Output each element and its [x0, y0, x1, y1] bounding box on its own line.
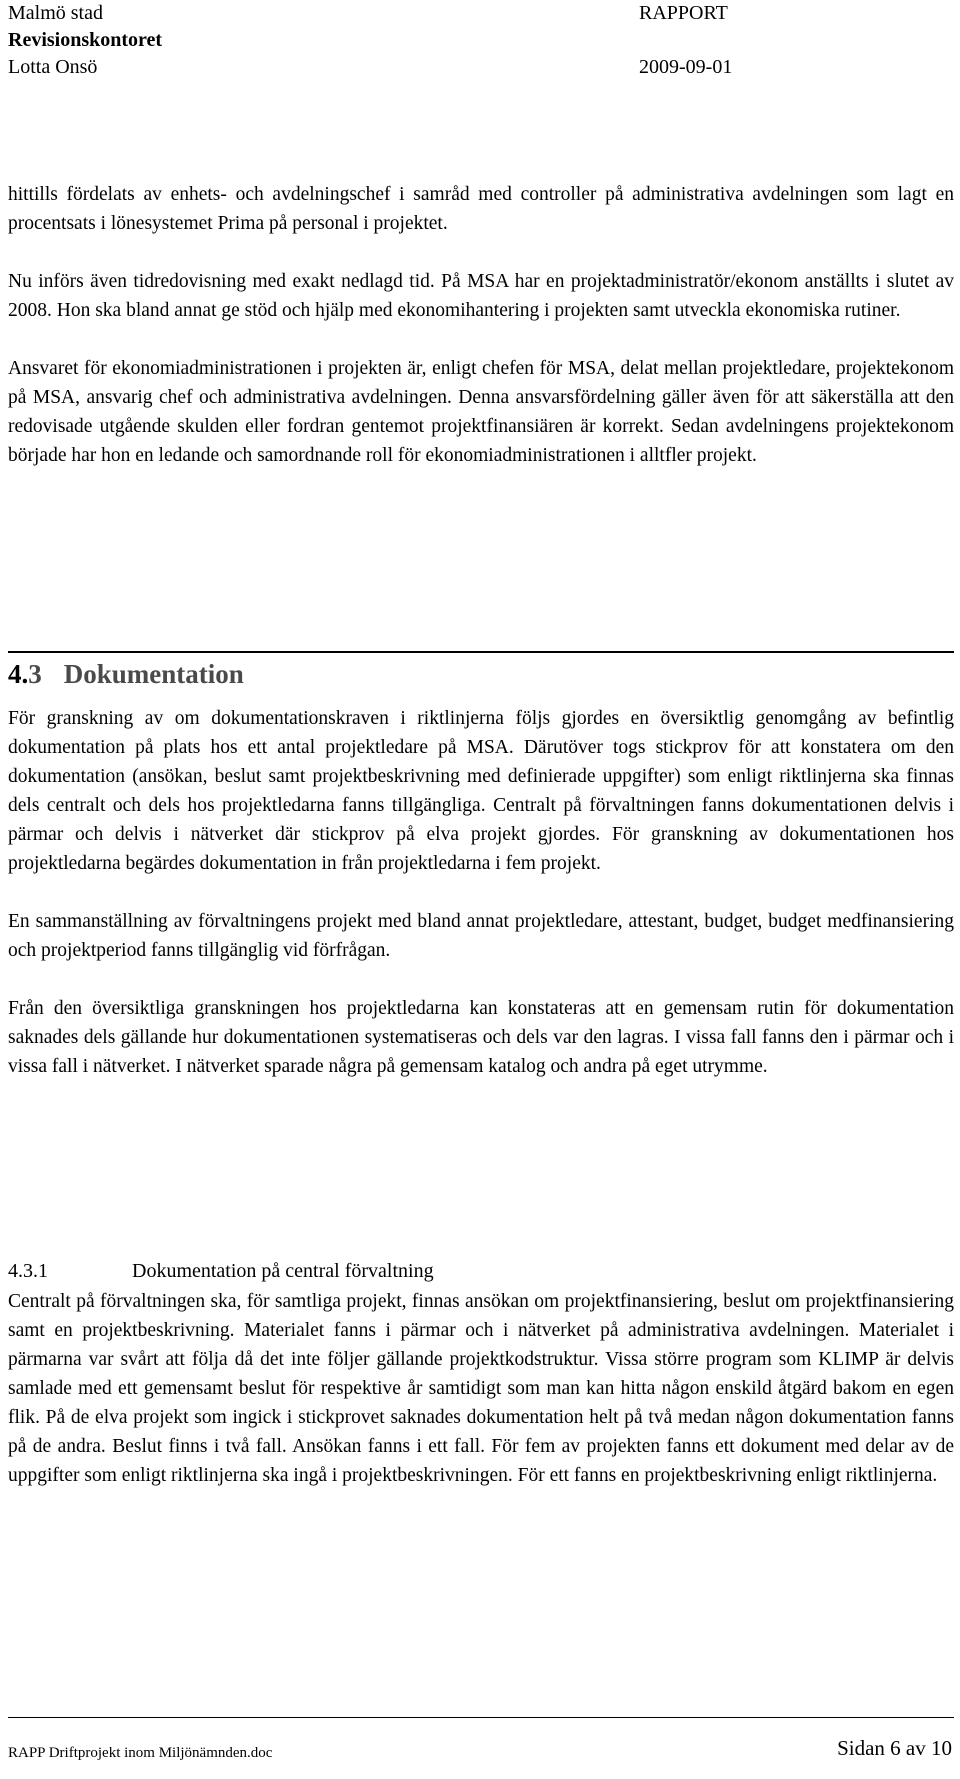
- section-divider: [8, 651, 954, 653]
- paragraph: Nu införs även tidredovisning med exakt nedlagd tid. På MSA har en projektadministratör/ekonom anställts i slutet av 2008. Hon ska bland annat ge stöd och hjälp med ekonomihantering i projekten samt utveckla ekonomiska rutiner.: [8, 271, 954, 321]
- subsection-heading: [8, 1257, 434, 1285]
- body-text-subsection: [8, 1287, 954, 1490]
- body-text-section: [8, 704, 954, 1081]
- paragraph: Från den översiktliga granskningen hos projektledarna kan konstateras att en gemensam rutin för dokumentation saknades dels gällande hur dokumentationen systematiseras och dels var den lagras. I vissa fall fanns den i pärmar och i vissa fall i nätverket. I nätverket sparade några på gemensam katalog och andra på eget utrymme.: [8, 998, 954, 1077]
- subsection-title: Dokumentation på central förvaltning: [132, 1260, 434, 1282]
- footer-filename: RAPP Driftprojekt inom Miljönämnden.doc: [8, 1745, 273, 1761]
- subsection-number: 4.3.1: [8, 1260, 48, 1282]
- paragraph: Ansvaret för ekonomiadministrationen i projekten är, enligt chefen för MSA, delat mellan projektledare, projektekonom på MSA, ansvarig chef och administrativa avdelningen. Denna ansvarsfördelning gäller även för att säkerställa att den redovisade utgående skulden eller fordran gentemot projektfinansiären är korrekt. Sedan avdelningens projektekonom började har hon en ledande och samordnande roll för ekonomiadministrationen i alltfler projekt.: [8, 358, 954, 466]
- body-text-top: [8, 180, 954, 470]
- section-title: Dokumentation: [63, 659, 244, 689]
- header-doc-type: RAPPORT: [639, 2, 728, 24]
- paragraph: För granskning av om dokumentationskraven i riktlinjerna följs gjordes en översiktlig genomgång av befintlig dokumentation på plats hos ett antal projektledare på MSA. Därutöver togs stickprov för att konstatera om den dokumentation (ansökan, beslut samt projektbeskrivning med definierade uppgifter) som enligt riktlinjerna ska finnas dels centralt och dels hos projektledarna fanns tillgängliga. Centralt på förvaltningen fanns dokumentationen delvis i pärmar och delvis i nätverket där stickprov på elva projekt gjordes. För granskning av dokumentationen hos projektledarna begärdes dokumentation in från projektledarna i fem projekt.: [8, 708, 954, 874]
- header-date: 2009-09-01: [639, 56, 733, 78]
- section-number: 4.3: [8, 659, 42, 689]
- footer-divider: [8, 1717, 954, 1718]
- section-heading: [8, 657, 244, 691]
- header-author: Lotta Onsö: [8, 56, 98, 78]
- page-header: [8, 0, 948, 81]
- footer-page-number: Sidan 6 av 10: [837, 1736, 952, 1760]
- paragraph: Centralt på förvaltningen ska, för samtliga projekt, finnas ansökan om projektfinansiering, beslut om projektfinansiering samt en projektbeskrivning. Materialet fanns i pärmar och i nätverket på administrativa avdelningen. Materialet i pärmarna var svårt att följa då det inte följer gällande projektkodstruktur. Vissa större program som KLIMP är delvis samlade med ett gemensamt beslut för respektive år samtidigt som man kan hitta någon enskild åtgärd bakom en egen flik. På de elva projekt som ingick i stickprovet saknades dokumentation helt på två medan någon dokumentation fanns på de andra. Beslut finns i två fall. Ansökan fanns i ett fall. För fem av projekten fanns ett dokument med delar av de uppgifter som enligt riktlinjerna ska ingå i projektbeskrivningen. För ett fanns en projektbeskrivning enligt riktlinjerna.: [8, 1291, 954, 1486]
- paragraph: hittills fördelats av enhets- och avdelningschef i samråd med controller på administrativa avdelningen som lagt en procentsats i lönesystemet Prima på personal i projektet.: [8, 184, 954, 234]
- header-department: Revisionskontoret: [8, 29, 163, 51]
- header-org: Malmö stad: [8, 2, 103, 24]
- paragraph: En sammanställning av förvaltningens projekt med bland annat projektledare, attestant, budget, budget medfinansiering och projektperiod fanns tillgänglig vid förfrågan.: [8, 911, 954, 961]
